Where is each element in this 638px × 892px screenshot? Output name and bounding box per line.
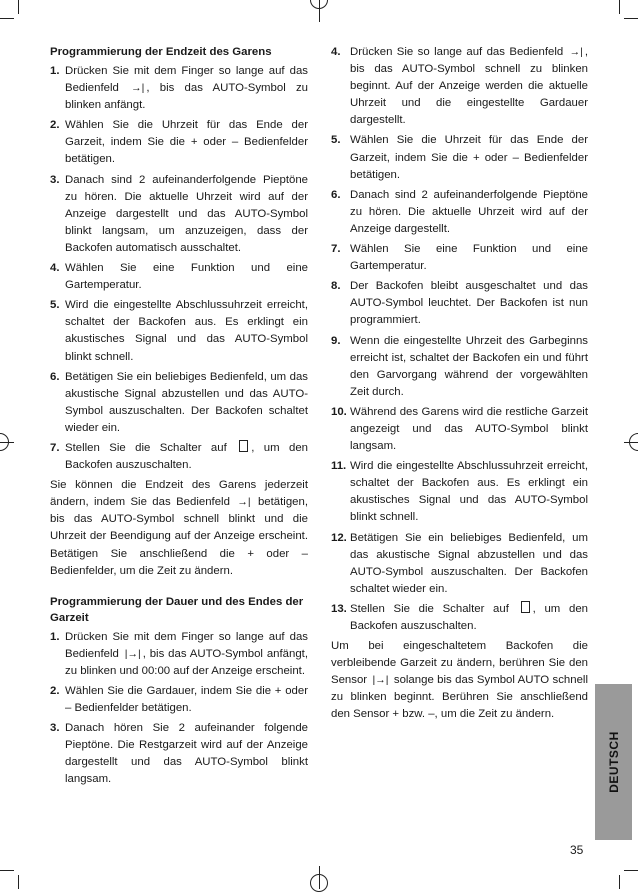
step-text: Der Backofen bleibt ausgeschaltet und das AUTO-Symbol leuchtet. Der Backofen ist nun programmiert. xyxy=(350,280,588,327)
step-number: 7. xyxy=(50,441,60,454)
step-number: 4. xyxy=(50,262,60,275)
paragraph-text: Sie können die Endzeit des Garens jederzeit ändern, indem Sie das Bedienfeld xyxy=(50,479,308,509)
step-text: Danach sind 2 aufeinanderfolgende Pieptöne zu hören. Die aktuelle Uhrzeit wird auf der Anzeige dargestellt und das AUTO-Symbol blinkt langsam, um anzuzeigen, dass der Backofen automatisch ausschaltet. xyxy=(65,173,308,254)
step-number: 2. xyxy=(50,119,60,132)
crop-mark xyxy=(18,875,19,889)
step-text: , um den Backofen auszuschalten. xyxy=(350,602,588,632)
step-text: Wählen Sie die Gardauer, indem Sie die + oder – Bedienfelder betätigen. xyxy=(65,685,308,715)
crop-mark xyxy=(624,870,638,871)
end-time-arrow-icon: →| xyxy=(569,46,583,58)
step-number: 1. xyxy=(50,65,60,77)
step-number: 4. xyxy=(331,46,341,58)
step-number: 1. xyxy=(50,630,60,643)
crop-mark xyxy=(0,18,14,19)
step-number: 10. xyxy=(331,405,347,418)
step-number: 3. xyxy=(50,722,60,735)
end-time-arrow-icon: →| xyxy=(131,82,145,95)
list-item xyxy=(50,683,308,717)
off-position-icon xyxy=(239,440,248,452)
left-column xyxy=(50,44,308,792)
duration-icon: |→| xyxy=(124,647,141,660)
step-number: 7. xyxy=(331,243,341,256)
list-item xyxy=(50,720,308,788)
list-item xyxy=(50,63,308,114)
list-item xyxy=(50,440,308,474)
step-text: , um den Backofen auszuschalten. xyxy=(65,441,309,472)
section-heading-duration-end: Programmierung der Dauer und des Endes der Garzeit xyxy=(50,595,304,624)
list-item xyxy=(50,172,308,257)
step-text: Betätigen Sie ein beliebiges Bedienfeld, um das akustische Signal abzustellen und das AUTO-Symbol auszuschalten. Der Backofen schaltet wieder ein. xyxy=(350,531,588,595)
step-text: Wählen Sie die Uhrzeit für das Ende der Garzeit, indem Sie die + oder – Bedienfelder betätigen. xyxy=(65,119,308,166)
language-tab xyxy=(595,684,632,840)
list-item xyxy=(331,333,588,401)
page-number: 35 xyxy=(570,843,584,857)
step-text: Während des Garens wird die restliche Garzeit angezeigt und das AUTO-Symbol blinkt langsam. xyxy=(350,405,588,453)
list-item xyxy=(331,241,588,275)
duration-steps xyxy=(50,629,308,789)
step-text: , bis das AUTO-Symbol schnell zu blinken beginnt. Auf der Anzeige werden die aktuelle Uhrzeit und die eingestellte Gardauer dargestellt. xyxy=(350,46,588,127)
step-number: 2. xyxy=(50,685,60,697)
crop-mark xyxy=(0,870,14,871)
step-text: Drücken Sie mit dem Finger so lange auf das Bedienfeld xyxy=(65,630,308,660)
step-number: 5. xyxy=(331,134,341,147)
step-text: Wählen Sie eine Funktion und eine Gartemperatur. xyxy=(65,262,308,292)
list-item xyxy=(331,44,588,129)
step-text: Betätigen Sie ein beliebiges Bedienfeld, um das akustische Signal abzustellen und das AUTO-Symbol auszuschalten. Der Backofen schaltet wieder ein. xyxy=(65,370,308,434)
step-text: , bis das AUTO-Symbol anfängt, zu blinken und 00:00 auf der Anzeige erscheint. xyxy=(65,647,308,677)
list-item xyxy=(50,369,308,437)
list-item xyxy=(331,278,588,329)
crop-mark xyxy=(624,18,638,19)
step-text: Wird die eingestellte Abschlussuhrzeit erreicht, schaltet der Backofen aus. Es erklingt ein akustisches Signal und das AUTO-Symbol blinkt schnell. xyxy=(350,460,588,524)
step-text: Wird die eingestellte Abschlussuhrzeit erreicht, schaltet der Backofen aus. Es erklingt ein akustisches Signal und das AUTO-Symbol blinkt schnell. xyxy=(65,299,308,363)
registration-mark xyxy=(0,442,14,443)
step-text: Wenn die eingestellte Uhrzeit des Garbeginns erreicht ist, schaltet der Backofen ein und führt den Garvorgang während der vorgewählten Zeit durch. xyxy=(350,334,588,398)
step-text: Stellen Sie die Schalter auf xyxy=(65,441,227,454)
paragraph-text: Um bei eingeschaltetem Backofen die verbleibende Garzeit zu ändern, berühren Sie den Sensor xyxy=(331,640,588,687)
crop-mark xyxy=(619,875,620,889)
registration-mark xyxy=(319,0,320,22)
off-position-icon xyxy=(521,601,530,613)
step-text: Danach sind 2 aufeinanderfolgende Pieptöne zu hören. Die aktuelle Uhrzeit wird auf der Anzeige dargestellt. xyxy=(350,188,588,235)
step-number: 6. xyxy=(331,188,341,201)
step-number: 13. xyxy=(331,602,347,615)
end-time-steps xyxy=(50,63,308,474)
step-number: 3. xyxy=(50,173,60,186)
list-item xyxy=(331,132,588,183)
crop-mark xyxy=(18,0,19,14)
list-item xyxy=(331,187,588,238)
paragraph-text: solange bis das Symbol AUTO schnell zu blinken beginnt. Berühren Sie anschließend den Sensor + bzw. –, um die Zeit zu ändern. xyxy=(331,674,588,721)
step-text: , bis das AUTO-Symbol zu blinken anfängt. xyxy=(65,82,308,112)
registration-mark xyxy=(319,866,320,889)
section-heading-end-time: Programmierung der Endzeit des Garens xyxy=(50,46,272,58)
list-item xyxy=(331,404,588,455)
paragraph-text: betätigen, bis das AUTO-Symbol schnell blinkt und die Uhrzeit der Beendigung auf der Anzeige erscheint. Betätigen Sie anschließend die + oder – Bedienfelder, um die Zeit zu ändern. xyxy=(50,496,308,577)
registration-mark xyxy=(624,442,638,443)
language-label: DEUTSCH xyxy=(606,731,621,793)
step-number: 5. xyxy=(50,299,60,312)
list-item xyxy=(50,629,308,680)
paragraph xyxy=(50,477,308,580)
step-text: Drücken Sie mit dem Finger so lange auf das Bedienfeld xyxy=(65,65,308,95)
list-item xyxy=(331,458,588,526)
step-text: Wählen Sie die Uhrzeit für das Ende der Garzeit, indem Sie die + oder – Bedienfelder betätigen. xyxy=(350,134,588,181)
step-text: Wählen Sie eine Funktion und eine Gartemperatur. xyxy=(350,243,588,273)
duration-icon: |→| xyxy=(372,674,389,687)
step-text: Stellen Sie die Schalter auf xyxy=(350,602,509,615)
step-number: 8. xyxy=(331,280,341,293)
step-text: Danach hören Sie 2 aufeinander folgende Pieptöne. Die Restgarzeit wird auf der Anzeige dargestellt und das AUTO-Symbol blinkt langsam. xyxy=(65,722,308,786)
step-text: Drücken Sie so lange auf das Bedienfeld xyxy=(350,46,564,58)
list-item xyxy=(331,601,588,635)
crop-mark xyxy=(619,0,620,14)
list-item xyxy=(50,297,308,365)
list-item xyxy=(50,117,308,168)
step-number: 9. xyxy=(331,334,341,347)
step-number: 11. xyxy=(331,460,347,473)
list-item xyxy=(331,530,588,598)
right-column xyxy=(331,44,588,724)
step-number: 6. xyxy=(50,370,60,383)
end-time-arrow-icon: →| xyxy=(237,496,251,509)
list-item xyxy=(50,260,308,294)
step-number: 12. xyxy=(331,531,347,544)
paragraph xyxy=(331,638,588,723)
duration-steps-continued xyxy=(331,44,588,635)
